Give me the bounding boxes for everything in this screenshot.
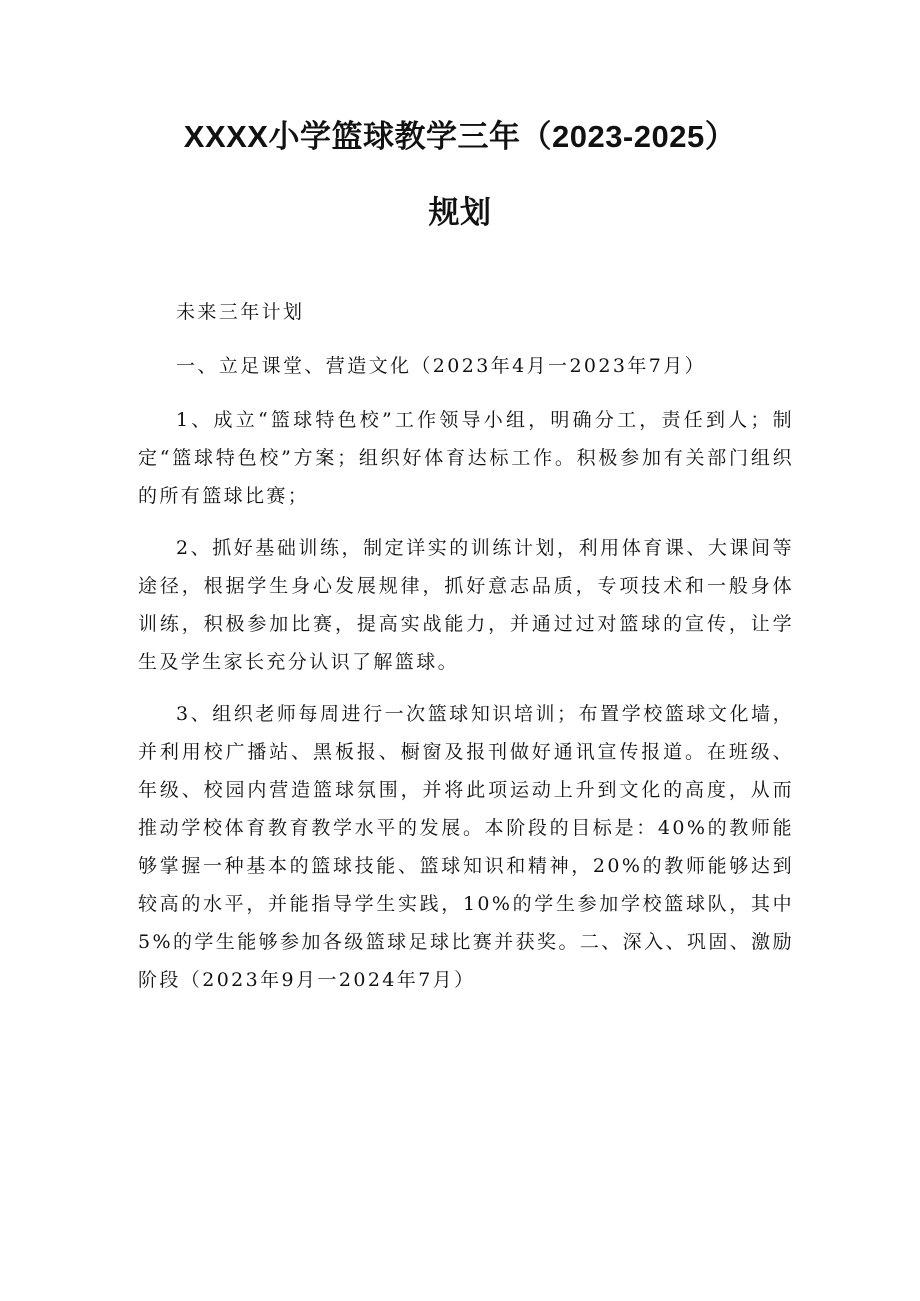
document-body [138,293,794,1013]
section-heading-phase-one: 一、立足课堂、营造文化（2023年4月一2023年7月） [176,355,707,377]
paragraph-item-1: 1、成立“篮球特色校”工作领导小组，明确分工，责任到人；制定“篮球特色校”方案；组织好体育达标工作。积极参加有关部门组织的所有篮球比赛； [138,409,794,507]
paragraph-item-3: 3、组织老师每周进行一次篮球知识培训；布置学校篮球文化墙，并利用校广播站、黑板报、橱窗及报刊做好通讯宣传报道。在班级、年级、校园内营造篮球氛围，并将此项运动上升到文化的高度，从而推动学校体育教育教学水平的发展。本阶段的目标是：40%的教师能够掌握一种基本的篮球技能、篮球知识和精神，20%的教师能够达到较高的水平，并能指导学生实践，10%的学生参加学校篮球队，其中5%的学生能够参加各级篮球足球比赛并获奖。二、深入、巩固、激励阶段（2023年9月一2024年7月） [138,703,794,991]
document-title-continued: 规划 [428,195,492,230]
section-heading-plan: 未来三年计划 [176,301,305,323]
paragraph-item-2: 2、抓好基础训练，制定详实的训练计划，利用体育课、大课间等途径，根据学生身心发展规律，抓好意志品质，专项技术和一般身体训练，积极参加比赛，提高实战能力，并通过过对篮球的宣传，让学生及学生家长充分认识了解篮球。 [138,537,794,673]
document-title: XXXX小学篮球教学三年（2023-2025） [183,119,737,154]
